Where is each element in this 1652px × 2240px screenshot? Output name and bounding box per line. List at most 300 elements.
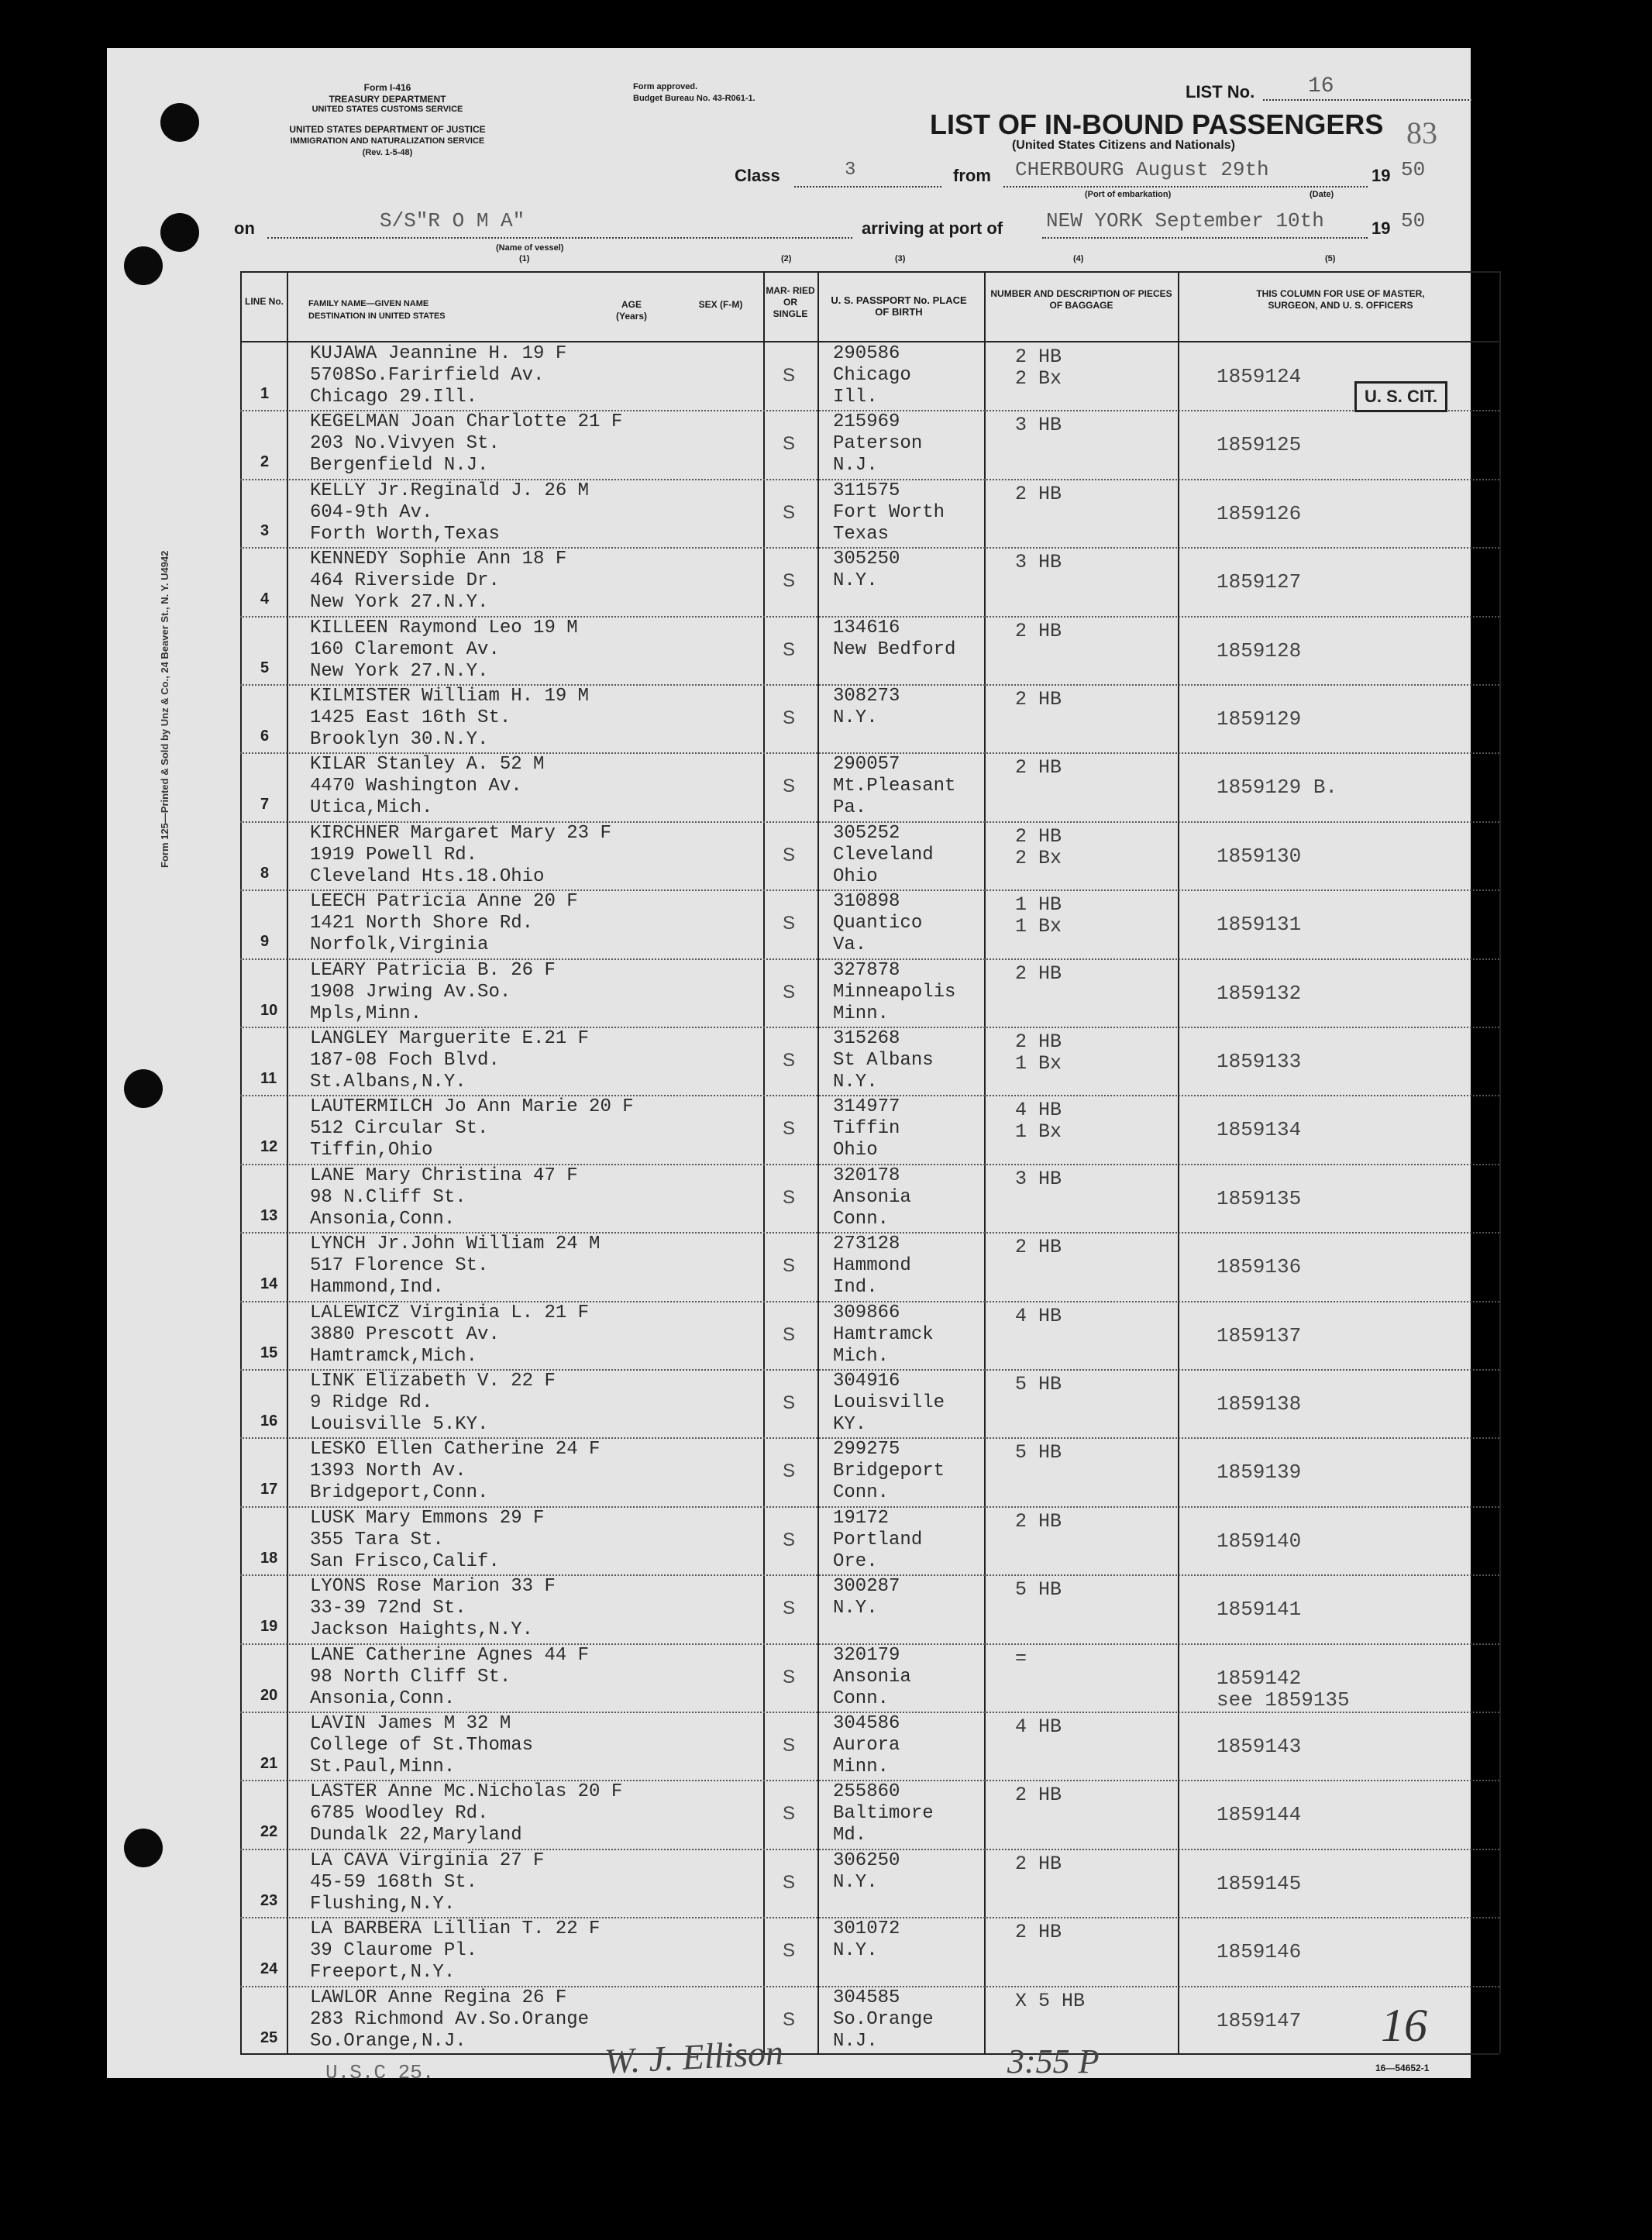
place-of-birth: Aurora — [833, 1735, 900, 1756]
customs-service: UNITED STATES CUSTOMS SERVICE — [311, 105, 463, 114]
passport-number: 19172 — [833, 1507, 890, 1529]
place-of-birth: Baltimore — [833, 1803, 934, 1825]
baggage-line-1: 2 HB — [1015, 756, 1062, 779]
list-label: LIST No. — [1186, 82, 1255, 102]
destination-street: 187-08 Foch Blvd. — [310, 1050, 500, 1071]
marital-status: S — [783, 433, 796, 455]
passenger-name-age-sex: LA CAVA Virginia 27 F — [310, 1849, 545, 1871]
baggage-description — [1015, 1784, 1062, 1806]
treasury-dept: TREASURY DEPARTMENT — [329, 94, 446, 105]
passport-number: 273128 — [833, 1234, 900, 1255]
row-divider — [240, 1849, 1499, 1850]
marital-status: S — [783, 1323, 796, 1345]
side-print-text: Form 125—Printed & Sold by Unz & Co., 24 Beaver St., N. Y. U4942 — [159, 550, 170, 868]
row-divider — [240, 1369, 1499, 1371]
vessel-name: S/S"R O M A" — [380, 209, 525, 232]
place-of-birth: Cleveland — [833, 844, 934, 865]
line-number: 24 — [260, 1960, 278, 1978]
marital-status: S — [783, 365, 796, 386]
row-divider — [240, 1780, 1499, 1781]
line-number: 9 — [260, 933, 270, 951]
row-divider — [240, 1301, 1499, 1302]
destination-street: 1425 East 16th St. — [310, 707, 511, 728]
baggage-description — [1015, 1099, 1062, 1143]
punch-hole — [124, 1069, 163, 1108]
baggage-line-1: 2 HB — [1015, 482, 1062, 505]
vessel-caption: (Name of vessel) — [496, 243, 564, 253]
officer-number: 1859136 — [1217, 1255, 1302, 1279]
officer-number: 1859137 — [1217, 1323, 1302, 1347]
passport-number: 290586 — [833, 343, 900, 364]
passenger-name-age-sex: KIRCHNER Margaret Mary 23 F — [310, 822, 611, 844]
col-header-line: LINE No. — [245, 296, 284, 307]
baggage-description — [1015, 1031, 1062, 1075]
destination-street: 160 Claremont Av. — [310, 638, 500, 660]
passenger-name-age-sex: KEGELMAN Joan Charlotte 21 F — [310, 411, 623, 433]
marital-status: S — [783, 1666, 796, 1688]
punch-hole — [160, 103, 199, 142]
col-header-age: AGE (Years) — [615, 299, 648, 322]
baggage-description — [1015, 1716, 1062, 1738]
marital-status: S — [783, 913, 796, 934]
row-divider — [240, 1095, 1499, 1096]
baggage-line-1: 4 HB — [1015, 1715, 1062, 1738]
place-of-birth: St Albans — [833, 1050, 934, 1071]
col-5-number: (5) — [1325, 254, 1336, 263]
line-number: 5 — [260, 659, 270, 676]
destination-street: 283 Richmond Av.So.Orange — [310, 2008, 590, 2030]
officer-number: 1859128 — [1217, 638, 1302, 662]
place-of-birth: New Bedford — [833, 638, 956, 660]
destination-street: 1919 Powell Rd. — [310, 844, 478, 865]
on-label: on — [234, 218, 255, 238]
officer-number: 1859147 — [1217, 2008, 1302, 2032]
place-of-birth-state: Texas — [833, 523, 890, 545]
line-number: 13 — [260, 1206, 278, 1224]
footer-form-code: 16—54652-1 — [1375, 2063, 1430, 2073]
row-divider — [240, 1643, 1499, 1645]
destination-city: Brooklyn 30.N.Y. — [310, 729, 489, 750]
table-row — [240, 889, 1499, 958]
footer-form-ref: U.S.C 25. — [325, 2061, 435, 2084]
table-row — [240, 684, 1499, 753]
destination-city: Freeport,N.Y. — [310, 1962, 456, 1984]
line-number: 25 — [260, 2028, 278, 2046]
table-row — [240, 958, 1499, 1027]
passport-number: 314977 — [833, 1096, 900, 1118]
passenger-name-age-sex: LUSK Mary Emmons 29 F — [310, 1507, 545, 1529]
place-of-birth: Ansonia — [833, 1186, 911, 1208]
line-number: 3 — [260, 521, 270, 539]
officer-number: 1859141 — [1217, 1598, 1302, 1622]
marital-status: S — [783, 1392, 796, 1413]
handwritten-page-number: 16 — [1381, 2000, 1427, 2051]
officer-number: 1859143 — [1217, 1735, 1302, 1758]
passport-number: 305252 — [833, 822, 900, 844]
baggage-line-1: 1 HB — [1015, 893, 1062, 917]
class-label: Class — [735, 166, 780, 185]
place-of-birth-state: KY. — [833, 1414, 867, 1435]
officer-number: 1859126 — [1217, 501, 1302, 525]
baggage-description — [1015, 415, 1062, 436]
baggage-line-1: 2 HB — [1015, 346, 1062, 368]
form-number: Form I-416 — [363, 82, 411, 93]
destination-street: College of St.Thomas — [310, 1735, 534, 1756]
year-prefix-1: 19 — [1372, 166, 1391, 185]
budget-bureau: Budget Bureau No. 43-R061-1. — [633, 94, 755, 103]
officer-number: 1859133 — [1217, 1050, 1302, 1073]
place-of-birth-state: Pa. — [833, 797, 867, 819]
table-row — [240, 1095, 1499, 1164]
row-divider — [240, 616, 1499, 618]
year-1: 50 — [1401, 158, 1426, 181]
table-row — [240, 752, 1499, 821]
punch-hole — [124, 1829, 163, 1867]
passenger-name-age-sex: LAVIN James M 32 M — [310, 1713, 511, 1734]
officer-number: 1859145 — [1217, 1871, 1302, 1895]
baggage-description — [1015, 621, 1062, 642]
place-of-birth-state: N.Y. — [833, 1072, 878, 1092]
marital-status: S — [783, 2008, 796, 2030]
col-1-number: (1) — [519, 254, 530, 263]
marital-status: S — [783, 638, 796, 660]
table-row — [240, 1437, 1499, 1506]
baggage-line-1: 4 HB — [1015, 1304, 1062, 1327]
passport-number: 315268 — [833, 1028, 900, 1049]
line-number: 6 — [260, 728, 270, 745]
table-row — [240, 410, 1499, 479]
row-divider — [240, 1164, 1499, 1165]
year-2: 50 — [1401, 209, 1426, 232]
line-number: 8 — [260, 864, 270, 882]
officer-number: 1859129 — [1217, 707, 1302, 731]
baggage-line-2: 1 Bx — [1015, 915, 1062, 938]
baggage-description — [1015, 552, 1062, 573]
place-of-birth: Quantico — [833, 913, 923, 934]
place-of-birth-state: Minn. — [833, 1757, 890, 1777]
baggage-line-1: 2 HB — [1015, 619, 1062, 642]
line-number: 16 — [260, 1412, 278, 1430]
place-of-birth: Minneapolis — [833, 981, 956, 1003]
class-value: 3 — [845, 160, 856, 181]
passport-number: 311575 — [833, 480, 900, 501]
baggage-description — [1015, 1922, 1062, 1943]
passenger-name-age-sex: KILLEEN Raymond Leo 19 M — [310, 617, 578, 638]
marital-status: S — [783, 1118, 796, 1140]
passenger-name-age-sex: LYNCH Jr.John William 24 M — [310, 1234, 601, 1255]
baggage-description — [1015, 346, 1062, 390]
passenger-name-age-sex: KELLY Jr.Reginald J. 26 M — [310, 480, 590, 501]
arriving-label: arriving at port of — [862, 218, 1003, 238]
passenger-name-age-sex: LYONS Rose Marion 33 F — [310, 1576, 556, 1598]
baggage-description — [1015, 826, 1062, 869]
justice-dept: UNITED STATES DEPARTMENT OF JUSTICE — [289, 124, 486, 135]
passport-number: 255860 — [833, 1781, 900, 1803]
baggage-line-2: 1 Bx — [1015, 1120, 1062, 1144]
marital-status: S — [783, 1186, 796, 1208]
destination-street: 604-9th Av. — [310, 501, 433, 523]
destination-street: 6785 Woodley Rd. — [310, 1803, 489, 1825]
place-of-birth: So.Orange — [833, 2008, 934, 2030]
place-of-birth-state: Mich. — [833, 1345, 890, 1367]
table-row — [240, 821, 1499, 890]
officer-number: 1859132 — [1217, 981, 1302, 1005]
passport-number: 290057 — [833, 754, 900, 776]
table-row — [240, 1027, 1499, 1096]
destination-street: 5708So.Farirfield Av. — [310, 365, 545, 386]
baggage-description — [1015, 689, 1062, 711]
table-row — [240, 1506, 1499, 1575]
place-of-birth: Mt.Pleasant — [833, 776, 956, 797]
marital-status: S — [783, 570, 796, 592]
line-number: 10 — [260, 1001, 278, 1019]
table-row — [240, 1780, 1499, 1849]
officer-signature: W. J. Ellison — [603, 2032, 785, 2082]
passenger-name-age-sex: KILAR Stanley A. 52 M — [310, 754, 545, 776]
form-approved: Form approved. — [633, 82, 698, 91]
col-header-name: FAMILY NAME—GIVEN NAME — [308, 299, 429, 308]
officer-number: 1859127 — [1217, 570, 1302, 594]
passport-number: 310898 — [833, 891, 900, 913]
officer-number: 1859134 — [1217, 1118, 1302, 1142]
row-divider — [240, 958, 1499, 960]
baggage-line-1: 5 HB — [1015, 1578, 1062, 1602]
col-header-sex: SEX (F-M) — [698, 299, 743, 310]
col-3-number: (3) — [895, 254, 906, 263]
place-of-birth-state: Ore. — [833, 1550, 878, 1572]
destination-street: 1908 Jrwing Av.So. — [310, 981, 511, 1003]
line-number: 4 — [260, 590, 270, 608]
destination-city: St.Albans,N.Y. — [310, 1072, 466, 1092]
passport-number: 299275 — [833, 1439, 900, 1461]
baggage-line-1: X 5 HB — [1015, 1989, 1086, 2012]
port-caption: (Port of embarkation) — [1085, 190, 1172, 199]
line-number: 20 — [260, 1686, 278, 1704]
baggage-line-1: 2 HB — [1015, 1236, 1062, 1259]
page-title: LIST OF IN-BOUND PASSENGERS — [930, 108, 1384, 140]
col-header-officers: THIS COLUMN FOR USE OF MASTER, SURGEON, AND U. S. OFFICERS — [1256, 288, 1425, 311]
table-row — [240, 616, 1499, 685]
place-of-birth: Louisville — [833, 1392, 945, 1413]
table-row — [240, 1849, 1499, 1918]
destination-street: 1421 North Shore Rd. — [310, 913, 534, 934]
revision: (Rev. 1-5-48) — [362, 148, 413, 157]
place-of-birth-state: Minn. — [833, 1003, 890, 1024]
destination-street: 33-39 72nd St. — [310, 1598, 466, 1619]
baggage-description — [1015, 963, 1062, 985]
passport-number: 215969 — [833, 411, 900, 433]
col-header-destination: DESTINATION IN UNITED STATES — [308, 311, 446, 321]
passport-number: 305250 — [833, 549, 900, 570]
baggage-description — [1015, 1991, 1085, 2012]
destination-street: 3880 Prescott Av. — [310, 1323, 500, 1345]
line-number: 22 — [260, 1823, 278, 1841]
marital-status: S — [783, 1735, 796, 1756]
page-subtitle: (United States Citizens and Nationals) — [1011, 139, 1236, 152]
officer-number: 1859146 — [1217, 1940, 1302, 1964]
place-of-birth-state: N.J. — [833, 2030, 878, 2052]
marital-status: S — [783, 1940, 796, 1962]
marital-status: S — [783, 1529, 796, 1550]
destination-city: So.Orange,N.J. — [310, 2030, 466, 2052]
place-of-birth-state: N.J. — [833, 455, 878, 477]
line-number: 2 — [260, 453, 270, 471]
baggage-line-1: 2 HB — [1015, 962, 1062, 985]
destination-city: Dundalk 22,Maryland — [310, 1825, 522, 1846]
table-row — [240, 1369, 1499, 1438]
place-of-birth: Chicago — [833, 365, 911, 386]
destination-city: St.Paul,Minn. — [310, 1757, 456, 1777]
line-number: 19 — [260, 1618, 278, 1636]
destination-city: Tiffin,Ohio — [310, 1140, 433, 1161]
marital-status: S — [783, 776, 796, 797]
table-row — [240, 1712, 1499, 1781]
row-divider — [240, 752, 1499, 754]
baggage-line-1: 3 HB — [1015, 1167, 1062, 1190]
passenger-name-age-sex: LALEWICZ Virginia L. 21 F — [310, 1302, 590, 1323]
col-header-passport: U. S. PASSPORT No. PLACE OF BIRTH — [831, 294, 967, 318]
destination-city: San Frisco,Calif. — [310, 1550, 500, 1572]
officer-number: 1859140 — [1217, 1529, 1302, 1553]
baggage-line-1: 2 HB — [1015, 1031, 1062, 1053]
marital-status: S — [783, 707, 796, 728]
destination-city: Mpls,Minn. — [310, 1003, 422, 1024]
destination-street: 1393 North Av. — [310, 1461, 466, 1482]
baggage-line-1: 5 HB — [1015, 1441, 1062, 1464]
officer-number: 1859130 — [1217, 844, 1302, 868]
destination-city: Bergenfield N.J. — [310, 455, 489, 477]
baggage-description — [1015, 1168, 1062, 1190]
table-row — [240, 1301, 1499, 1370]
row-divider — [240, 684, 1499, 686]
table-row — [240, 479, 1499, 548]
passenger-name-age-sex: LINK Elizabeth V. 22 F — [310, 1371, 556, 1392]
passport-number: 301072 — [833, 1918, 900, 1940]
officer-number: 1859144 — [1217, 1803, 1302, 1827]
passenger-name-age-sex: LASTER Anne Mc.Nicholas 20 F — [310, 1781, 623, 1803]
destination-street: 355 Tara St. — [310, 1529, 444, 1550]
destination-street: 4470 Washington Av. — [310, 776, 522, 797]
row-divider — [240, 821, 1499, 823]
table-row — [240, 1232, 1499, 1301]
baggage-line-1: 3 HB — [1015, 414, 1062, 437]
place-of-birth: N.Y. — [833, 1871, 878, 1893]
place-of-birth-state: Ill. — [833, 387, 878, 408]
table-row — [240, 342, 1499, 411]
place-of-birth: Portland — [833, 1529, 923, 1550]
passport-number: 304586 — [833, 1713, 900, 1734]
date-caption: (Date) — [1310, 190, 1334, 199]
place-of-birth-state: Conn. — [833, 1208, 890, 1230]
line-number: 7 — [260, 796, 270, 814]
passport-number: 309866 — [833, 1302, 900, 1323]
baggage-line-1: 2 HB — [1015, 1852, 1062, 1875]
passenger-name-age-sex: KENNEDY Sophie Ann 18 F — [310, 549, 567, 570]
passenger-name-age-sex: LANGLEY Marguerite E.21 F — [310, 1028, 590, 1049]
destination-street: 39 Claurome Pl. — [310, 1940, 478, 1962]
baggage-description — [1015, 1306, 1062, 1327]
place-of-birth: Ansonia — [833, 1666, 911, 1688]
baggage-line-1: 5 HB — [1015, 1373, 1062, 1395]
officer-number: 1859125 — [1217, 433, 1302, 457]
line-number: 1 — [260, 385, 270, 402]
marital-status: S — [783, 1255, 796, 1277]
place-of-birth-state: Ind. — [833, 1277, 878, 1299]
baggage-line-1: 4 HB — [1015, 1099, 1062, 1122]
place-of-birth: Fort Worth — [833, 501, 945, 523]
citizenship-stamp: U. S. CIT. — [1354, 381, 1447, 412]
line-number: 15 — [260, 1344, 278, 1361]
place-of-birth: N.Y. — [833, 707, 878, 728]
line-number: 18 — [260, 1549, 278, 1567]
punch-hole — [160, 213, 199, 252]
officer-number: 1859135 — [1217, 1186, 1302, 1210]
destination-street: 98 North Cliff St. — [310, 1666, 511, 1688]
passport-number: 134616 — [833, 617, 900, 638]
destination-street: 464 Riverside Dr. — [310, 570, 500, 592]
place-of-birth-state: Conn. — [833, 1688, 890, 1709]
marital-status: S — [783, 981, 796, 1003]
officer-number: 1859139 — [1217, 1461, 1302, 1485]
destination-street: 45-59 168th St. — [310, 1871, 478, 1893]
place-of-birth: Bridgeport — [833, 1461, 945, 1482]
baggage-line-2: 2 Bx — [1015, 846, 1062, 869]
place-of-birth-state: Va. — [833, 934, 867, 956]
year-prefix-2: 19 — [1372, 218, 1391, 238]
passenger-name-age-sex: LANE Catherine Agnes 44 F — [310, 1644, 590, 1666]
passport-number: 320179 — [833, 1644, 900, 1666]
baggage-description — [1015, 483, 1062, 505]
line-number: 23 — [260, 1891, 278, 1909]
row-divider — [240, 479, 1499, 480]
destination-city: Jackson Haights,N.Y. — [310, 1619, 534, 1641]
col-4-number: (4) — [1073, 254, 1084, 263]
passenger-name-age-sex: LEARY Patricia B. 26 F — [310, 959, 556, 981]
baggage-line-1: 3 HB — [1015, 551, 1062, 574]
destination-city: Chicago 29.Ill. — [310, 387, 478, 408]
list-number: 16 — [1308, 74, 1334, 98]
destination-city: Ansonia,Conn. — [310, 1688, 456, 1709]
passport-number: 304585 — [833, 1987, 900, 2008]
baggage-description — [1015, 1374, 1062, 1395]
destination-city: Louisville 5.KY. — [310, 1414, 489, 1435]
marital-status: S — [783, 1598, 796, 1619]
officer-number: 1859129 B. — [1217, 776, 1338, 800]
destination-city: Ansonia,Conn. — [310, 1208, 456, 1230]
page-stamp: 83 — [1406, 115, 1437, 150]
baggage-description — [1015, 1648, 1027, 1670]
passenger-name-age-sex: LAUTERMILCH Jo Ann Marie 20 F — [310, 1096, 634, 1118]
destination-city: Bridgeport,Conn. — [310, 1482, 489, 1504]
officer-number: 1859124 — [1217, 365, 1302, 388]
baggage-line-1: 2 HB — [1015, 1509, 1062, 1533]
line-number: 17 — [260, 1481, 278, 1498]
marital-status: S — [783, 1871, 796, 1893]
baggage-line-1: 2 HB — [1015, 688, 1062, 711]
passport-number: 306250 — [833, 1849, 900, 1871]
place-of-birth: N.Y. — [833, 570, 878, 592]
row-divider — [240, 1027, 1499, 1028]
row-divider — [240, 889, 1499, 891]
line-number: 14 — [260, 1275, 278, 1293]
officer-number: 1859142 — [1217, 1666, 1302, 1690]
row-divider — [240, 1712, 1499, 1713]
destination-city: Hammond,Ind. — [310, 1277, 444, 1299]
baggage-line-2: 2 Bx — [1015, 367, 1062, 390]
row-divider — [240, 1437, 1499, 1439]
baggage-description — [1015, 1853, 1062, 1875]
officer-note: see 1859135 — [1217, 1688, 1350, 1712]
